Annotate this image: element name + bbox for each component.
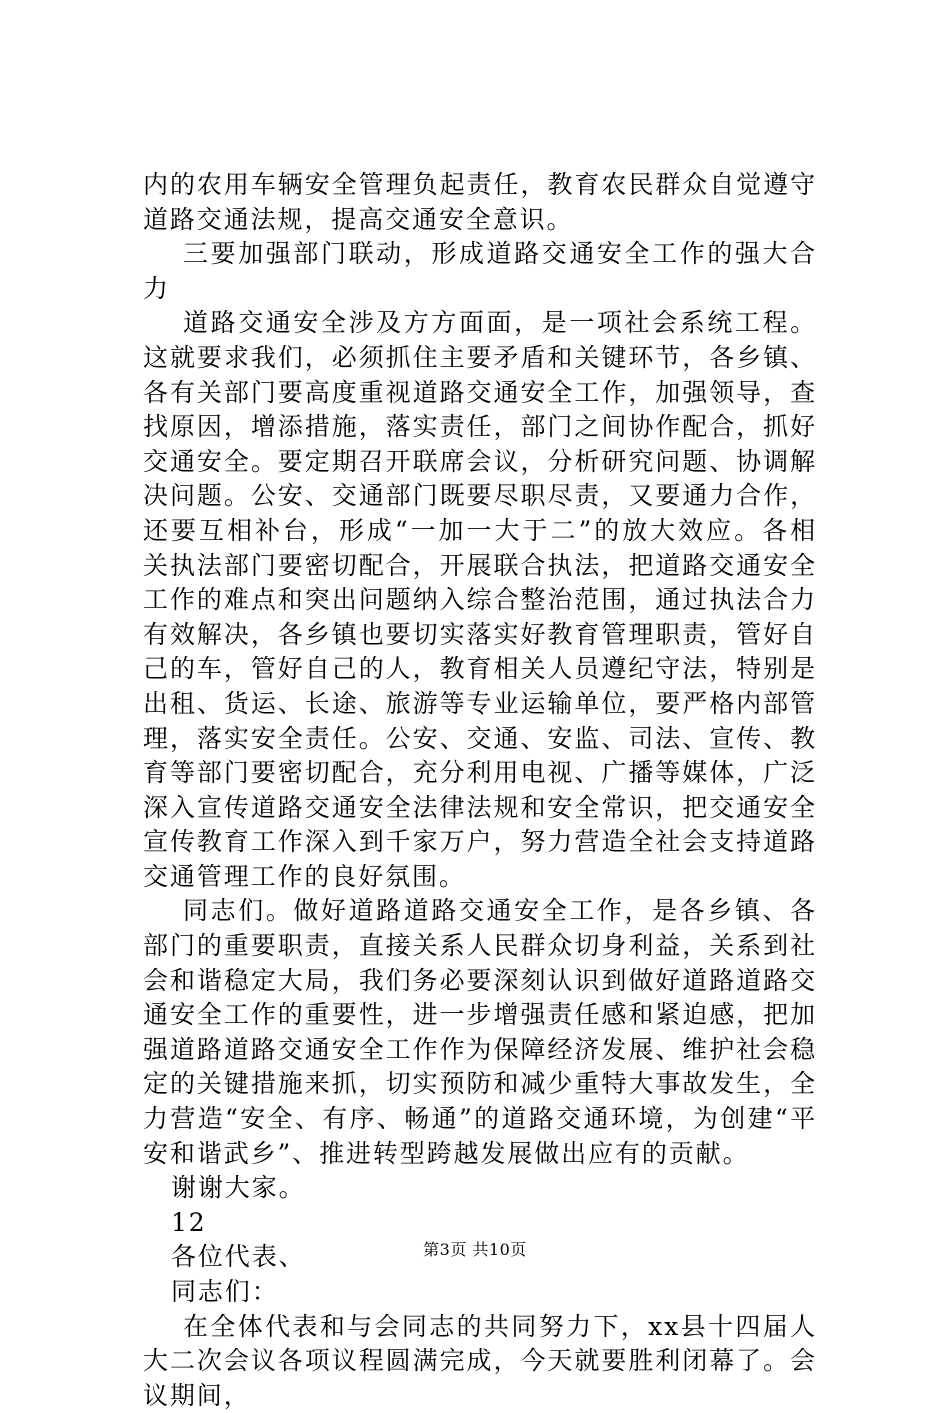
paragraph-thanks: 谢谢大家。	[171, 1173, 306, 1203]
paragraph-5: 在全体代表和与会同志的共同努力下，xx县十四届人大二次会议各项议程圆满完成，今天就要胜利闭幕了。会议期间，	[143, 1311, 817, 1410]
paragraph-number: 12	[171, 1207, 207, 1237]
paragraph-1: 内的农用车辆安全管理负起责任，教育农民群众自觉遵守道路交通法规，提高交通安全意识。	[143, 170, 817, 234]
paragraph-3: 道路交通安全涉及方方面面，是一项社会系统工程。这就要求我们，必须抓住主要矛盾和关键环节，各乡镇、各有关部门要高度重视道路交通安全工作，加强领导，查找原因，增添措施，落实责任，部门之间协作配合，抓好交通安全。要定期召开联席会议，分析研究问题、协调解决问题。公安、交通部门既要尽职尽责，又要通力合作，还要互相补台，形成“一加一大于二”的放大效应。各相关执法部门要密切配合，开展联合执法，把道路交通安全工作的难点和突出问题纳入综合整治范围，通过执法合力有效解决，各乡镇也要切实落实好教育管理职责，管好自己的车，管好自己的人，教育相关人员遵纪守法，特别是出租、货运、长途、旅游等专业运输单位，要严格内部管理，落实安全责任。公安、交通、安监、司法、宣传、教育等部门要密切配合，充分利用电视、广播等媒体，广泛深入宣传道路交通安全法律法规和安全常识，把交通安全宣传教育工作深入到千家万户，努力营造全社会支持道路交通管理工作的良好氛围。	[143, 308, 817, 891]
page-footer	[0, 1240, 950, 1260]
page-number-label: 第3页 共10页	[423, 1240, 527, 1259]
paragraph-4: 同志们。做好道路道路交通安全工作，是各乡镇、各部门的重要职责，直接关系人民群众切身利益，关系到社会和谐稳定大局，我们务必要深刻认识到做好道路道路交通安全工作的重要性，进一步增强责任感和紧迫感，把加强道路道路交通安全工作作为保障经济发展、维护社会稳定的关键措施来抓，切实预防和减少重特大事故发生，全力营造“安全、有序、畅通”的道路交通环境，为创建“平安和谐武乡”、推进转型跨越发展做出应有的贡献。	[143, 896, 817, 1168]
paragraph-2-heading: 三要加强部门联动，形成道路交通安全工作的强大合力	[143, 239, 817, 303]
document-body	[143, 168, 817, 1413]
paragraph-salutation-2: 同志们：	[171, 1277, 279, 1306]
paragraph-salutation-1: 各位代表、	[171, 1242, 306, 1272]
